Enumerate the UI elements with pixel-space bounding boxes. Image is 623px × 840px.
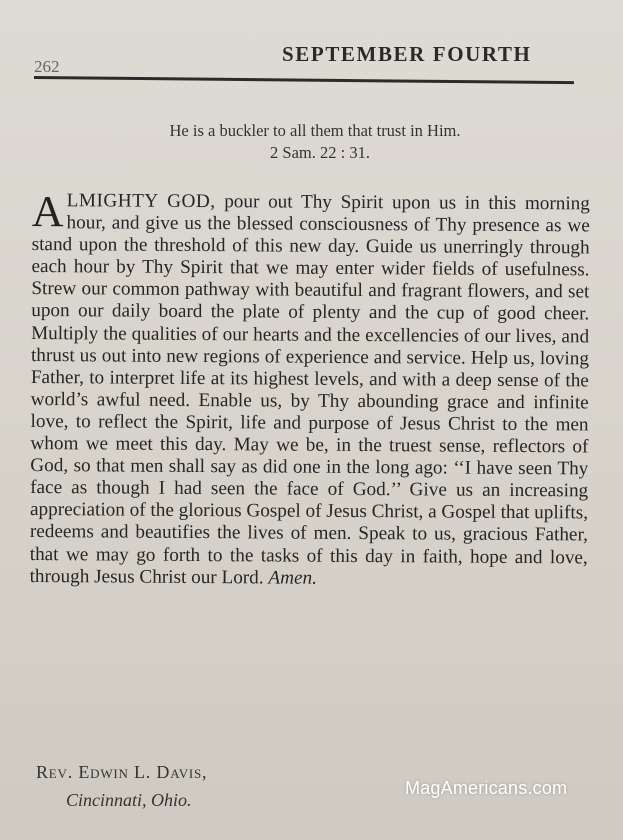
running-head: SEPTEMBER FOURTH [282,42,532,66]
header-rule [34,76,574,84]
prayer-body: pour out Thy Spirit upon us in this morning hour, and give us the blessed consciousness of Thy presence as we stand upon the threshold of this new day. Guide us unerringly through each hour by Thy Spirit that we may enter wider fields of usefulness. Strew our common pathway with beautiful and fragrant flowers, and set upon our daily board the plate of plenty and the cup of good cheer. Multiply the qualities of our hearts and the excellencies of our lives, and thrust us out into new regions of experience and service. Help us, loving Father, to interpret life at its highest levels, and with a deep sense of the world’s awful need. Enable us, by Thy abounding grace and infinite love, to reflect the Spirit, life and purpose of Jesus Christ to the men whom we meet this day. May we be, in the truest sense, reflectors of God, so that men shall say as did one in the long ago: ‘‘I have seen Thy face as though I had seen the face of God.’’ Give us an increasing appreciation of the glorious Gospel of Jesus Christ, a Gospel that uplifts, redeems and beautifies the lives of men. Speak to us, gracious Father, that we may go forth to the tasks of this day in faith, hope and love, through Jesus Christ our Lord. [29,191,590,589]
epigraph-quote: He is a buckler to all them that trust in Him. [169,121,461,140]
drop-cap: A [31,187,64,237]
signature [36,762,207,811]
watermark: MagAmericans.com [405,778,568,798]
prayer-lead-words: LMIGHTY GOD, [66,190,216,213]
signature-place: Cincinnati, Ohio. [66,790,192,810]
epigraph-reference: 2 Sam. 22 : 31. [270,143,370,162]
prayer-closing: Amen. [268,567,317,589]
epigraph [80,120,550,164]
page-number: 262 [34,57,60,76]
signature-name: Rev. Edwin L. Davis, [36,762,208,782]
prayer-text [29,187,590,591]
